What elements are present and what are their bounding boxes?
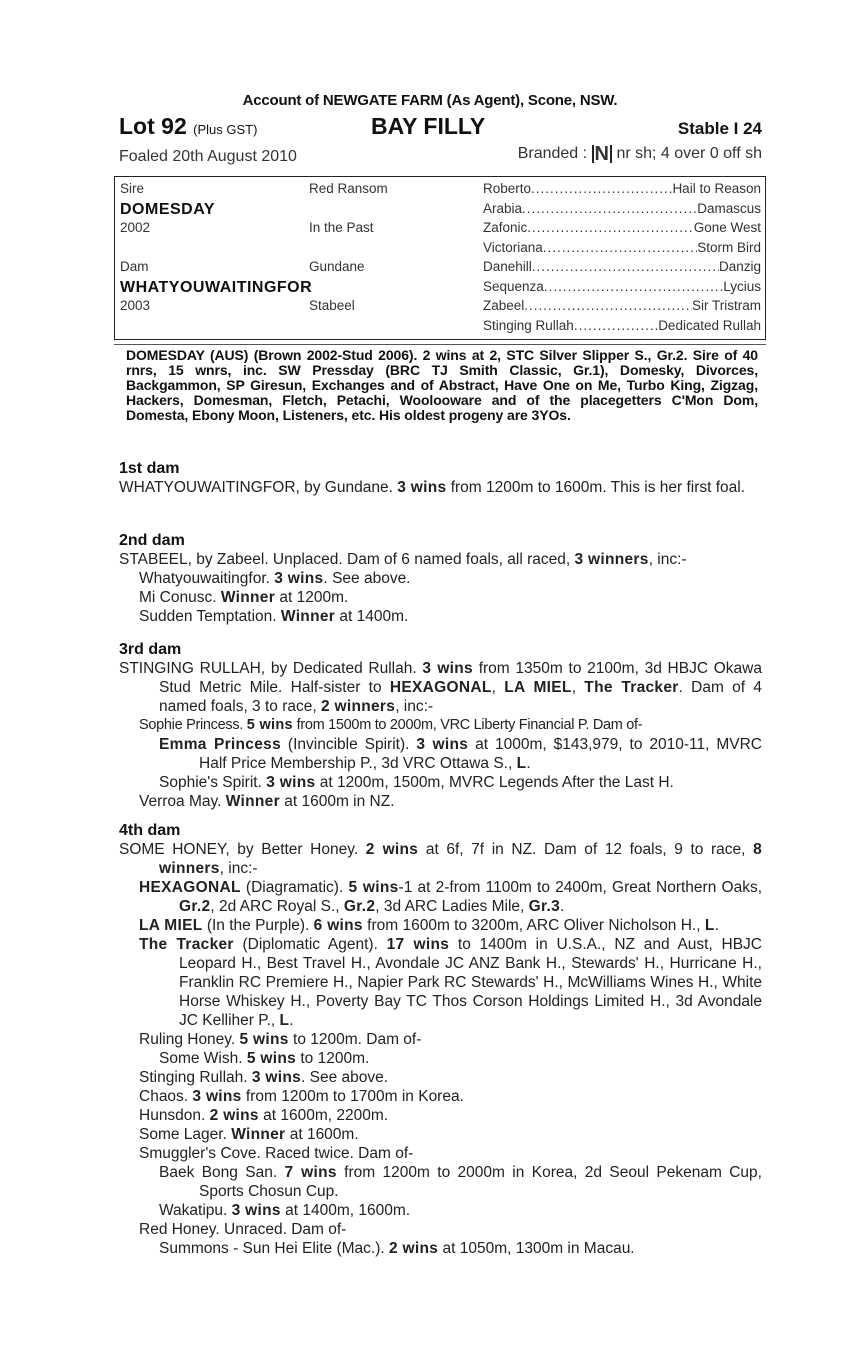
dam-paragraph — [119, 659, 762, 716]
pedigree-horse-name: WHATYOUWAITINGFOR — [120, 278, 313, 296]
branded-prefix: Branded : — [517, 145, 588, 163]
pedigree-ancestors — [483, 318, 761, 333]
second-dam-section — [119, 531, 762, 626]
text: , inc:- — [395, 698, 434, 715]
progeny-item: Red Honey. Unraced. Dam of- — [139, 1221, 347, 1238]
text: . — [560, 898, 565, 915]
text: . See above. — [301, 1069, 389, 1086]
listed: L — [704, 917, 715, 934]
section-heading: 1st dam — [119, 460, 180, 477]
text: from 1200m to 1600m. This is her first foal. — [446, 479, 746, 496]
text: to 1400m in U.S.A., NZ and Aust, HBJC Leopard H., Best Travel H., Avondale JC ANZ Bank H., Stewards' H., Hurricane H., Franklin RC Premiere H., Napier Park RC Stewards' H., McWilliams Wines H., White Horse Whiskey H., Poverty Bay TC Thos Corson Holdings Limited H., 3d Avondale JC Kelliher P., — [179, 936, 762, 1029]
pedigree-grandparent: Roberto — [483, 181, 532, 196]
account-heading: Account of NEWGATE FARM (As Agent), Scone, NSW. — [242, 92, 618, 109]
pedigree-label: Sire — [120, 181, 145, 196]
wins: 3 wins — [416, 736, 469, 753]
leader-dots — [524, 298, 692, 313]
leader-dots — [531, 181, 672, 196]
pedigree-ancestors — [483, 201, 761, 216]
text: , inc:- — [219, 860, 258, 877]
progeny-item — [119, 773, 762, 792]
wins: 17 wins — [386, 936, 450, 953]
progeny-item — [119, 1068, 762, 1087]
pedigree-grandparent: Arabia — [483, 200, 523, 216]
text: to 1200m. — [296, 1050, 370, 1067]
text: Ruling Honey. — [139, 1031, 240, 1048]
leader-dots — [543, 240, 697, 255]
pedigree-great-grandparent: Lycius — [723, 278, 761, 294]
divider — [114, 344, 766, 345]
pedigree-ancestors — [483, 240, 761, 255]
text: , — [491, 679, 505, 696]
pedigree-row — [115, 298, 765, 317]
pedigree-row — [115, 279, 765, 298]
text: Verroa May. — [139, 793, 226, 810]
pedigree-great-grandparent: Dedicated Rullah — [658, 317, 761, 333]
pedigree-ancestors — [483, 279, 761, 294]
black-type: LA MIEL — [504, 679, 572, 696]
pedigree-row — [115, 181, 765, 200]
pedigree-row — [115, 240, 765, 259]
text: at 1600m, 2200m. — [258, 1107, 389, 1124]
wins: Winner — [220, 589, 276, 606]
pedigree-grandparent: Zafonic — [483, 220, 528, 235]
pedigree-great-grandparent: Gone West — [693, 220, 761, 235]
text: , — [571, 679, 585, 696]
text: , inc:- — [648, 551, 687, 568]
pedigree-great-grandparent: Storm Bird — [697, 239, 761, 255]
text: . See above. — [323, 570, 411, 587]
wins: 5 wins — [246, 717, 293, 733]
text: from 1350m to 2100m, 3d HBJC Okawa Stud Metric Mile. Half-sister to — [159, 660, 762, 696]
dam-paragraph — [119, 550, 762, 569]
winners: 8 winners — [159, 841, 762, 877]
leader-dots — [532, 259, 719, 274]
text: Wakatipu. — [159, 1202, 232, 1219]
pedigree-grandparent: Zabeel — [483, 298, 525, 313]
dam-paragraph — [119, 840, 762, 878]
pedigree-great-grandparent: Sir Tristram — [692, 298, 761, 313]
section-heading: 4th dam — [119, 822, 181, 839]
lot-line — [119, 113, 762, 143]
pedigree-great-grandparent: Danzig — [718, 259, 761, 274]
pedigree-parent: Red Ransom — [309, 181, 388, 196]
text: Chaos. — [139, 1088, 193, 1105]
lot-number — [119, 113, 257, 140]
text: . — [714, 917, 719, 934]
text: Whatyouwaitingfor. — [139, 570, 275, 587]
group: Gr.3 — [528, 898, 561, 915]
wins: 5 wins — [246, 1050, 297, 1067]
progeny-item — [119, 1106, 762, 1125]
lot-label: Lot 92 — [119, 113, 187, 139]
text: (In the Purple). — [202, 917, 314, 934]
black-type: The Tracker — [139, 936, 234, 953]
winners: 2 winners — [320, 698, 396, 715]
pedigree-ancestors — [483, 259, 761, 274]
text: at 1400m. — [335, 608, 409, 625]
pedigree-parent: Gundane — [309, 259, 365, 274]
pedigree-great-grandparent: Damascus — [697, 200, 761, 216]
text: STABEEL, by Zabeel. Unplaced. Dam of 6 named foals, all raced, — [119, 551, 575, 568]
wins: 2 wins — [209, 1107, 259, 1124]
text: at 1600m in NZ. — [279, 793, 395, 810]
wins: 3 wins — [274, 570, 324, 587]
lot-note: (Plus GST) — [193, 122, 258, 137]
pedigree-row — [115, 259, 765, 278]
pedigree-row — [115, 201, 765, 220]
wins: 7 wins — [284, 1164, 337, 1181]
dam-paragraph — [119, 478, 762, 497]
leader-dots — [574, 318, 658, 333]
wins: 3 wins — [422, 660, 473, 677]
progeny-item — [119, 1125, 762, 1144]
text: to 1200m. Dam of- — [288, 1031, 422, 1048]
progeny-item — [119, 607, 762, 626]
black-type: HEXAGONAL — [389, 679, 492, 696]
horse-description: BAY FILLY — [371, 113, 486, 139]
text: SOME HONEY, by Better Honey. — [119, 841, 366, 858]
text: from 1200m to 1700m in Korea. — [241, 1088, 464, 1105]
text: at 1200m, 1500m, MVRC Legends After the Last H. — [315, 774, 674, 791]
text: at 1000m, $143,979, to 2010-11, MVRC Half Price Membership P., 3d VRC Ottawa S., — [199, 736, 762, 772]
progeny-item — [119, 1049, 762, 1068]
foaled-date: Foaled 20th August 2010 — [119, 148, 297, 165]
text: -1 at 2-from 1100m to 2400m, Great Northern Oaks, — [398, 879, 762, 896]
text: Sudden Temptation. — [139, 608, 281, 625]
text: Sophie Princess. — [139, 717, 247, 733]
black-type: LA MIEL — [139, 917, 203, 934]
wins: 3 wins — [251, 1069, 302, 1086]
wins: 3 wins — [231, 1202, 281, 1219]
progeny-item — [119, 735, 762, 773]
black-type: Emma Princess — [159, 736, 281, 753]
progeny-item — [119, 1201, 762, 1220]
progeny-item — [119, 1163, 762, 1201]
group: Gr.2 — [343, 898, 376, 915]
text: Summons - Sun Hei Elite (Mac.). — [159, 1240, 389, 1257]
text: at 1400m, 1600m. — [280, 1202, 411, 1219]
progeny-item — [119, 588, 762, 607]
pedigree-table — [114, 176, 766, 340]
pedigree-grandparent: Stinging Rullah — [483, 317, 574, 333]
wins: 3 wins — [266, 774, 316, 791]
leader-dots — [544, 279, 723, 294]
listed: L — [516, 755, 527, 772]
pedigree-great-grandparent: Hail to Reason — [672, 181, 761, 196]
pedigree-row — [115, 318, 765, 337]
progeny-item — [119, 1087, 762, 1106]
pedigree-parent: Stabeel — [309, 298, 355, 313]
wins: 3 wins — [192, 1088, 242, 1105]
text: (Invincible Spirit). — [281, 736, 417, 753]
wins: 2 wins — [365, 841, 419, 858]
text: . Dam of 4 named foals, 3 to race, — [159, 679, 762, 715]
section-heading: 2nd dam — [119, 532, 185, 549]
pedigree-label: Dam — [120, 259, 149, 274]
text: Baek Bong San. — [159, 1164, 285, 1181]
pedigree-parent: In the Past — [309, 220, 374, 235]
text: WHATYOUWAITINGFOR, by Gundane. — [119, 479, 398, 496]
section-heading: 3rd dam — [119, 641, 182, 658]
branded-suffix: nr sh; 4 over 0 off sh — [616, 145, 762, 163]
black-type: HEXAGONAL — [139, 879, 241, 896]
fourth-dam-section — [119, 821, 762, 1258]
wins: 6 wins — [313, 917, 363, 934]
pedigree-ancestors — [483, 298, 761, 313]
text: . — [526, 755, 531, 772]
text: Mi Conusc. — [139, 589, 221, 606]
text: Stinging Rullah. — [139, 1069, 252, 1086]
third-dam-section — [119, 640, 762, 811]
wins: 2 wins — [388, 1240, 439, 1257]
text: . — [289, 1012, 294, 1029]
text: STINGING RULLAH, by Dedicated Rullah. — [119, 660, 423, 677]
stable-number: Stable I 24 — [677, 119, 762, 138]
text: from 1500m to 2000m, VRC Liberty Financial P. Dam of- — [292, 717, 643, 733]
wins: 3 wins — [397, 479, 447, 496]
text: Some Lager. — [139, 1126, 232, 1143]
pedigree-grandparent: Sequenza — [483, 278, 544, 294]
text: Hunsdon. — [139, 1107, 210, 1124]
progeny-item — [119, 569, 762, 588]
group: Gr.2 — [179, 898, 211, 915]
progeny-item — [119, 716, 762, 735]
pedigree-label: 2002 — [120, 220, 151, 235]
wins: Winner — [231, 1126, 286, 1143]
branded-info — [518, 145, 762, 163]
pedigree-grandparent: Danehill — [483, 259, 532, 274]
pedigree-label: 2003 — [120, 298, 151, 313]
wins: Winner — [280, 608, 336, 625]
progeny-item — [119, 878, 762, 916]
pedigree-horse-name: DOMESDAY — [120, 200, 215, 218]
pedigree-grandparent: Victoriana — [483, 239, 543, 255]
pedigree-row — [115, 220, 765, 239]
text: Sophie's Spirit. — [159, 774, 267, 791]
progeny-item — [119, 1030, 762, 1049]
black-type: The Tracker — [584, 679, 679, 696]
text: (Diplomatic Agent). — [233, 936, 387, 953]
listed: L — [279, 1012, 290, 1029]
progeny-item — [119, 935, 762, 1030]
brand-mark-icon: N — [592, 145, 612, 163]
winners: 3 winners — [574, 551, 649, 568]
text: , 3d ARC Ladies Mile, — [375, 898, 529, 915]
text: (Diagramatic). — [240, 879, 349, 896]
progeny-item — [119, 1239, 762, 1258]
first-dam-section — [119, 459, 762, 497]
sire-summary: DOMESDAY (AUS) (Brown 2002-Stud 2006). 2 wins at 2, STC Silver Slipper S., Gr.2. Sire of 40 rnrs, 15 wnrs, inc. SW Pressday (BRC TJ Smith Classic, Gr.1), Domesky, Divorces, Backgammon, SP Giresun, Exchanges and of Abstract, Have One on Me, Turbo King, Zigzag, Hackers, Domesman, Fletch, Petachi, Woolooware and of the placegetters C'Mon Dom, Domesta, Ebony Moon, Listeners, etc. His oldest progeny are 3YOs. — [126, 347, 758, 423]
text: at 1600m. — [285, 1126, 359, 1143]
text: from 1600m to 3200m, ARC Oliver Nicholson H., — [362, 917, 705, 934]
leader-dots — [522, 201, 697, 216]
wins: Winner — [225, 793, 280, 810]
progeny-item: Smuggler's Cove. Raced twice. Dam of- — [139, 1145, 414, 1162]
text: at 1200m. — [275, 589, 349, 606]
text: at 1050m, 1300m in Macau. — [438, 1240, 635, 1257]
wins: 5 wins — [348, 879, 399, 896]
progeny-item — [119, 792, 762, 811]
pedigree-ancestors — [483, 181, 761, 196]
text: at 6f, 7f in NZ. Dam of 12 foals, 9 to race, — [418, 841, 754, 858]
progeny-item — [119, 916, 762, 935]
leader-dots — [527, 220, 693, 235]
pedigree-ancestors — [483, 220, 761, 235]
text: Some Wish. — [159, 1050, 247, 1067]
text: , 2d ARC Royal S., — [210, 898, 344, 915]
wins: 5 wins — [239, 1031, 289, 1048]
text: from 1200m to 2000m in Korea, 2d Seoul Pekenam Cup, Sports Chosun Cup. — [199, 1164, 762, 1200]
